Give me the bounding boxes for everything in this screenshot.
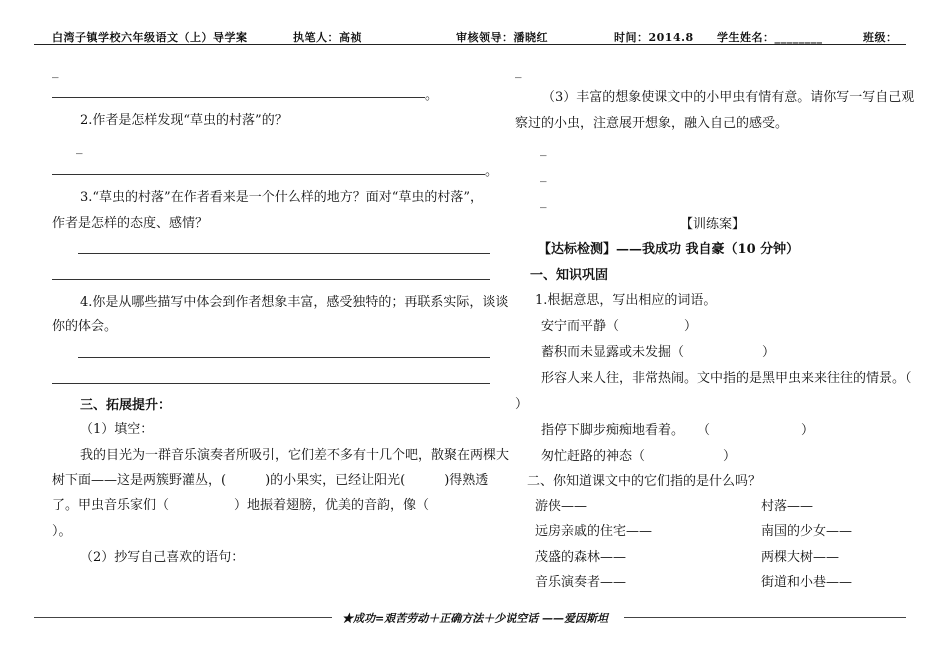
question-2: 2.作者是怎样发现“草虫的村落”的？: [80, 113, 288, 128]
meaning-item-3-close: ）: [515, 397, 529, 412]
question-3-line-2: 作者是怎样的态度、感情？: [52, 216, 209, 231]
training-heading: 【训练案】: [680, 217, 746, 232]
meaning-item-1: 安宁而平静（ ）: [541, 319, 698, 334]
question-3-right-line-2: 察过的小虫，注意展开想象，融入自己的感受。: [515, 116, 789, 131]
answer-dash: _: [515, 64, 522, 79]
question-3-line-1: 3.“草虫的村落”在作者看来是一个什么样的地方？面对“草虫的村落”，: [80, 190, 483, 205]
section-2-heading: 二、你知道课文中的它们指的是什么吗？: [527, 474, 762, 489]
answer-dash: _: [76, 140, 83, 155]
fill-paragraph-line-3: 了。甲虫音乐家们（ ）地振着翅膀，优美的音韵，像（: [52, 498, 482, 513]
header-rule: [34, 44, 906, 45]
answer-line: [78, 253, 490, 254]
question-3-right-line-1: （3）丰富的想象使课文中的小甲虫有情有意。请你写一写自己观: [542, 90, 915, 105]
line-period: 。: [485, 164, 499, 179]
pair-right: 两棵大树——: [761, 550, 840, 565]
answer-line: [52, 97, 425, 98]
question-4-line-2: 你的体会。: [52, 319, 118, 334]
fill-paragraph-line-2: 树下面——这是两簇野灌丛，( )的小果实，已经让阳光( )得熟透: [52, 473, 489, 488]
header-school: 白湾子镇学校六年级语文（上）导学案: [52, 31, 248, 44]
pair-right: 村落——: [761, 499, 814, 514]
pair-left: 茂盛的森林——: [535, 550, 627, 565]
header-time: 时间：2014.8: [614, 31, 694, 44]
section-3-heading: 三、拓展提升：: [80, 398, 172, 413]
copy-sentence-title: （2）抄写自己喜欢的语句：: [80, 550, 245, 565]
footer-rule-left: [34, 617, 332, 618]
question-4-line-1: 4.你是从哪些描写中体会到作者想象丰富，感受独特的；再联系实际，谈谈: [80, 295, 509, 310]
check-title: 【达标检测】——我成功 我自豪（10 分钟）: [538, 242, 800, 257]
meaning-item-3: 形容人来人往，非常热闹。文中指的是黑甲虫来来往往的情景。（: [541, 371, 912, 386]
answer-line: [52, 383, 490, 384]
header-reviewer: 审核领导：潘晓红: [456, 31, 548, 44]
header-class: 班级：: [863, 31, 898, 44]
fill-paragraph-line-4: ）。: [52, 524, 72, 539]
answer-line: [52, 174, 485, 175]
header-author: 执笔人：高祯: [293, 31, 362, 44]
header-student-name: 学生姓名：________: [717, 31, 823, 44]
meaning-item-2: 蓄积而未显露或未发掘（ ）: [541, 345, 776, 360]
line-period: 。: [425, 88, 439, 103]
pair-right: 街道和小巷——: [761, 575, 853, 590]
answer-dash: _: [52, 64, 59, 79]
pair-right: 南国的少女——: [761, 524, 853, 539]
pair-left: 游侠——: [535, 499, 588, 514]
fill-blank-title: （1）填空：: [80, 422, 154, 437]
fill-paragraph-line-1: 我的目光为一群音乐演奏者所吸引，它们差不多有十几个吧，散聚在两棵大: [80, 448, 510, 463]
answer-dash: _: [540, 168, 547, 183]
answer-dash: _: [540, 194, 547, 209]
pair-left: 音乐演奏者——: [535, 575, 627, 590]
answer-dash: _: [540, 142, 547, 157]
pair-left: 远房亲戚的住宅——: [535, 524, 653, 539]
answer-line: [78, 357, 490, 358]
section-1-heading: 一、知识巩固: [530, 268, 609, 283]
meaning-item-4: 指停下脚步痴痴地看着。 （ ）: [541, 423, 815, 438]
answer-line: [52, 279, 490, 280]
meaning-item-5: 匆忙赶路的神态（ ）: [541, 449, 737, 464]
footer-motto: ★成功=艰苦劳动＋正确方法＋少说空话 ——爱因斯坦: [342, 612, 609, 625]
question-1: 1.根据意思，写出相应的词语。: [535, 293, 717, 308]
footer-rule-right: [624, 617, 906, 618]
